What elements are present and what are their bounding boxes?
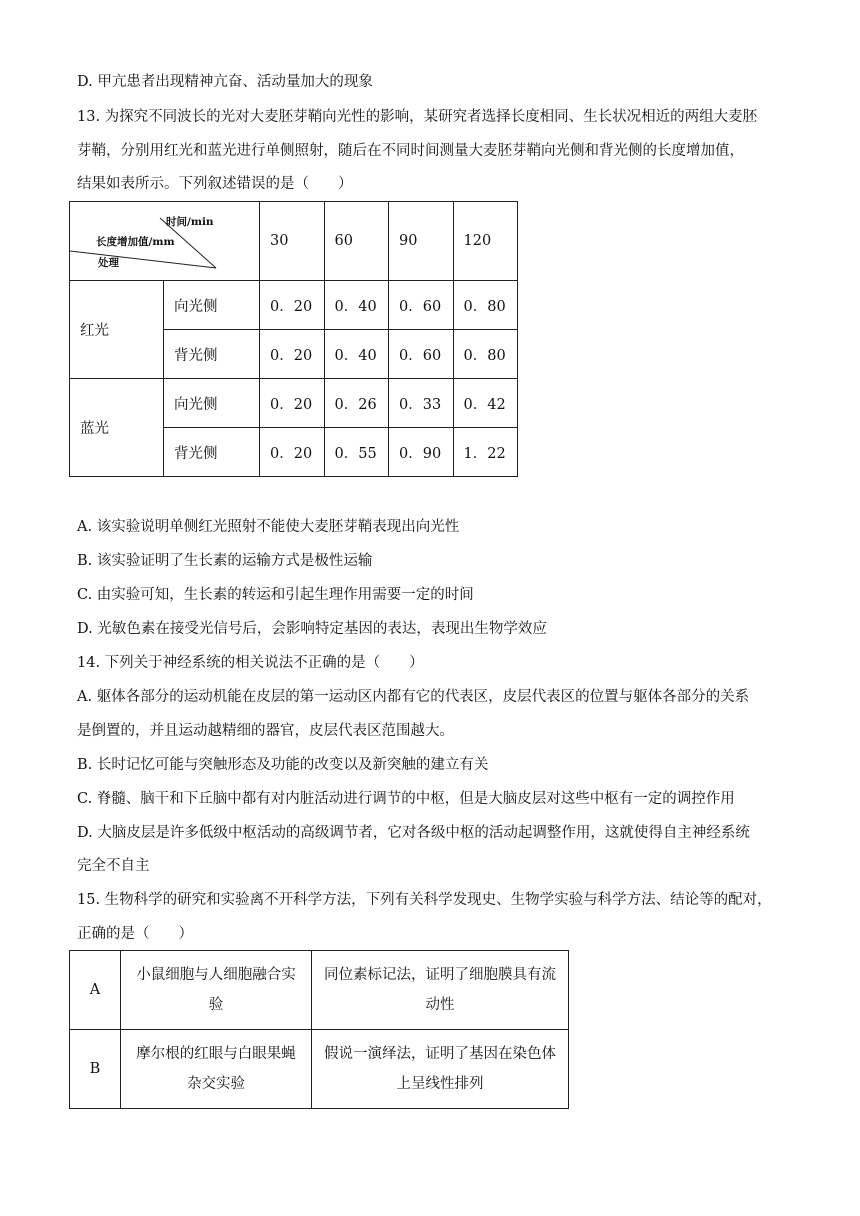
cell-line: 摩尔根的红眼与白眼果蝇 <box>136 1046 296 1062</box>
value-cell: 0．26 <box>324 379 389 428</box>
table-row <box>70 951 569 1030</box>
value-cell: 0．33 <box>389 379 454 428</box>
value-cell: 0．20 <box>260 330 325 379</box>
q13-stem-line: 结果如表所示。下列叙述错误的是（ ） <box>77 176 353 192</box>
q13-stem-line: 芽鞘，分别用红光和蓝光进行单侧照射，随后在不同时间测量大麦胚芽鞘向光侧和背光侧的长度增加值， <box>77 143 744 159</box>
value-cell: 0．40 <box>324 281 389 330</box>
q15-stem-line: 15. 生物科学的研究和实验离不开科学方法，下列有关科学发现史、生物学实验与科学方法、结论等的配对， <box>77 892 772 908</box>
q13-option-c: C. 由实验可知，生长素的转运和引起生理作用需要一定的时间 <box>77 587 474 603</box>
q13-option-b: B. 该实验证明了生长素的运输方式是极性运输 <box>77 553 373 569</box>
q14-option-line: A. 躯体各部分的运动机能在皮层的第一运动区内都有它的代表区，皮层代表区的位置与躯体各部分的关系 <box>77 689 750 705</box>
header-time-label: 时间/min <box>166 216 214 228</box>
side-cell: 向光侧 <box>164 281 260 330</box>
q13-option-a: A. 该实验说明单侧红光照射不能使大麦胚芽鞘表现出向光性 <box>77 519 460 535</box>
q12-option-d: D. 甲亢患者出现精神亢奋、活动量加大的现象 <box>77 74 373 90</box>
side-cell: 向光侧 <box>164 379 260 428</box>
table-row <box>70 1030 569 1109</box>
q15-stem-line: 正确的是（ ） <box>77 926 193 942</box>
method-cell <box>312 951 569 1030</box>
q14-option-line: C. 脊髓、脑干和下丘脑中都有对内脏活动进行调节的中枢，但是大脑皮层对这些中枢有一定的调控作用 <box>77 791 735 807</box>
row-label: A <box>70 951 121 1030</box>
value-cell: 0．80 <box>453 281 518 330</box>
value-cell: 0．55 <box>324 428 389 477</box>
diagonal-header-cell <box>70 202 260 281</box>
cell-line: 动性 <box>425 997 455 1013</box>
q13-stem-line: 13. 为探究不同波长的光对大麦胚芽鞘向光性的影响，某研究者选择长度相同、生长状况相近的两组大麦胚 <box>77 109 758 125</box>
q15-table <box>69 950 569 1109</box>
time-header-cell: 30 <box>260 202 325 281</box>
experiment-cell <box>121 1030 312 1109</box>
group-cell: 蓝光 <box>70 379 164 477</box>
q13-data-table <box>69 201 518 477</box>
cell-line: 杂交实验 <box>187 1076 245 1092</box>
cell-line: 上呈线性排列 <box>396 1076 484 1092</box>
q14-option-line: 完全不自主 <box>77 858 150 874</box>
value-cell: 0．20 <box>260 379 325 428</box>
value-cell: 0．20 <box>260 281 325 330</box>
q14-option-line: B. 长时记忆可能与突触形态及功能的改变以及新突触的建立有关 <box>77 757 489 773</box>
value-cell: 1．22 <box>453 428 518 477</box>
experiment-cell <box>121 951 312 1030</box>
cell-line: 小鼠细胞与人细胞融合实 <box>136 967 296 983</box>
q13-option-d: D. 光敏色素在接受光信号后，会影响特定基因的表达，表现出生物学效应 <box>77 621 547 637</box>
header-value-label: 长度增加值/mm <box>96 236 175 248</box>
value-cell: 0．40 <box>324 330 389 379</box>
value-cell: 0．80 <box>453 330 518 379</box>
value-cell: 0．60 <box>389 281 454 330</box>
time-header-cell: 60 <box>324 202 389 281</box>
value-cell: 0．20 <box>260 428 325 477</box>
cell-line: 假说一演绎法，证明了基因在染色体 <box>324 1046 556 1062</box>
header-treatment-label: 处理 <box>98 257 119 269</box>
q14-stem: 14. 下列关于神经系统的相关说法不正确的是（ ） <box>77 655 424 671</box>
side-cell: 背光侧 <box>164 428 260 477</box>
value-cell: 0．60 <box>389 330 454 379</box>
time-header-cell: 120 <box>453 202 518 281</box>
q14-option-line: 是倒置的，并且运动越精细的器官，皮层代表区范围越大。 <box>77 723 454 739</box>
table-row <box>70 281 518 330</box>
side-cell: 背光侧 <box>164 330 260 379</box>
q14-option-line: D. 大脑皮层是许多低级中枢活动的高级调节者，它对各级中枢的活动起调整作用，这就使得自主神经系统 <box>77 825 750 841</box>
group-cell: 红光 <box>70 281 164 379</box>
time-header-cell: 90 <box>389 202 454 281</box>
value-cell: 0．90 <box>389 428 454 477</box>
table-row <box>70 379 518 428</box>
method-cell <box>312 1030 569 1109</box>
cell-line: 验 <box>208 997 224 1013</box>
value-cell: 0．42 <box>453 379 518 428</box>
row-label: B <box>70 1030 121 1109</box>
cell-line: 同位素标记法，证明了细胞膜具有流 <box>324 967 556 983</box>
